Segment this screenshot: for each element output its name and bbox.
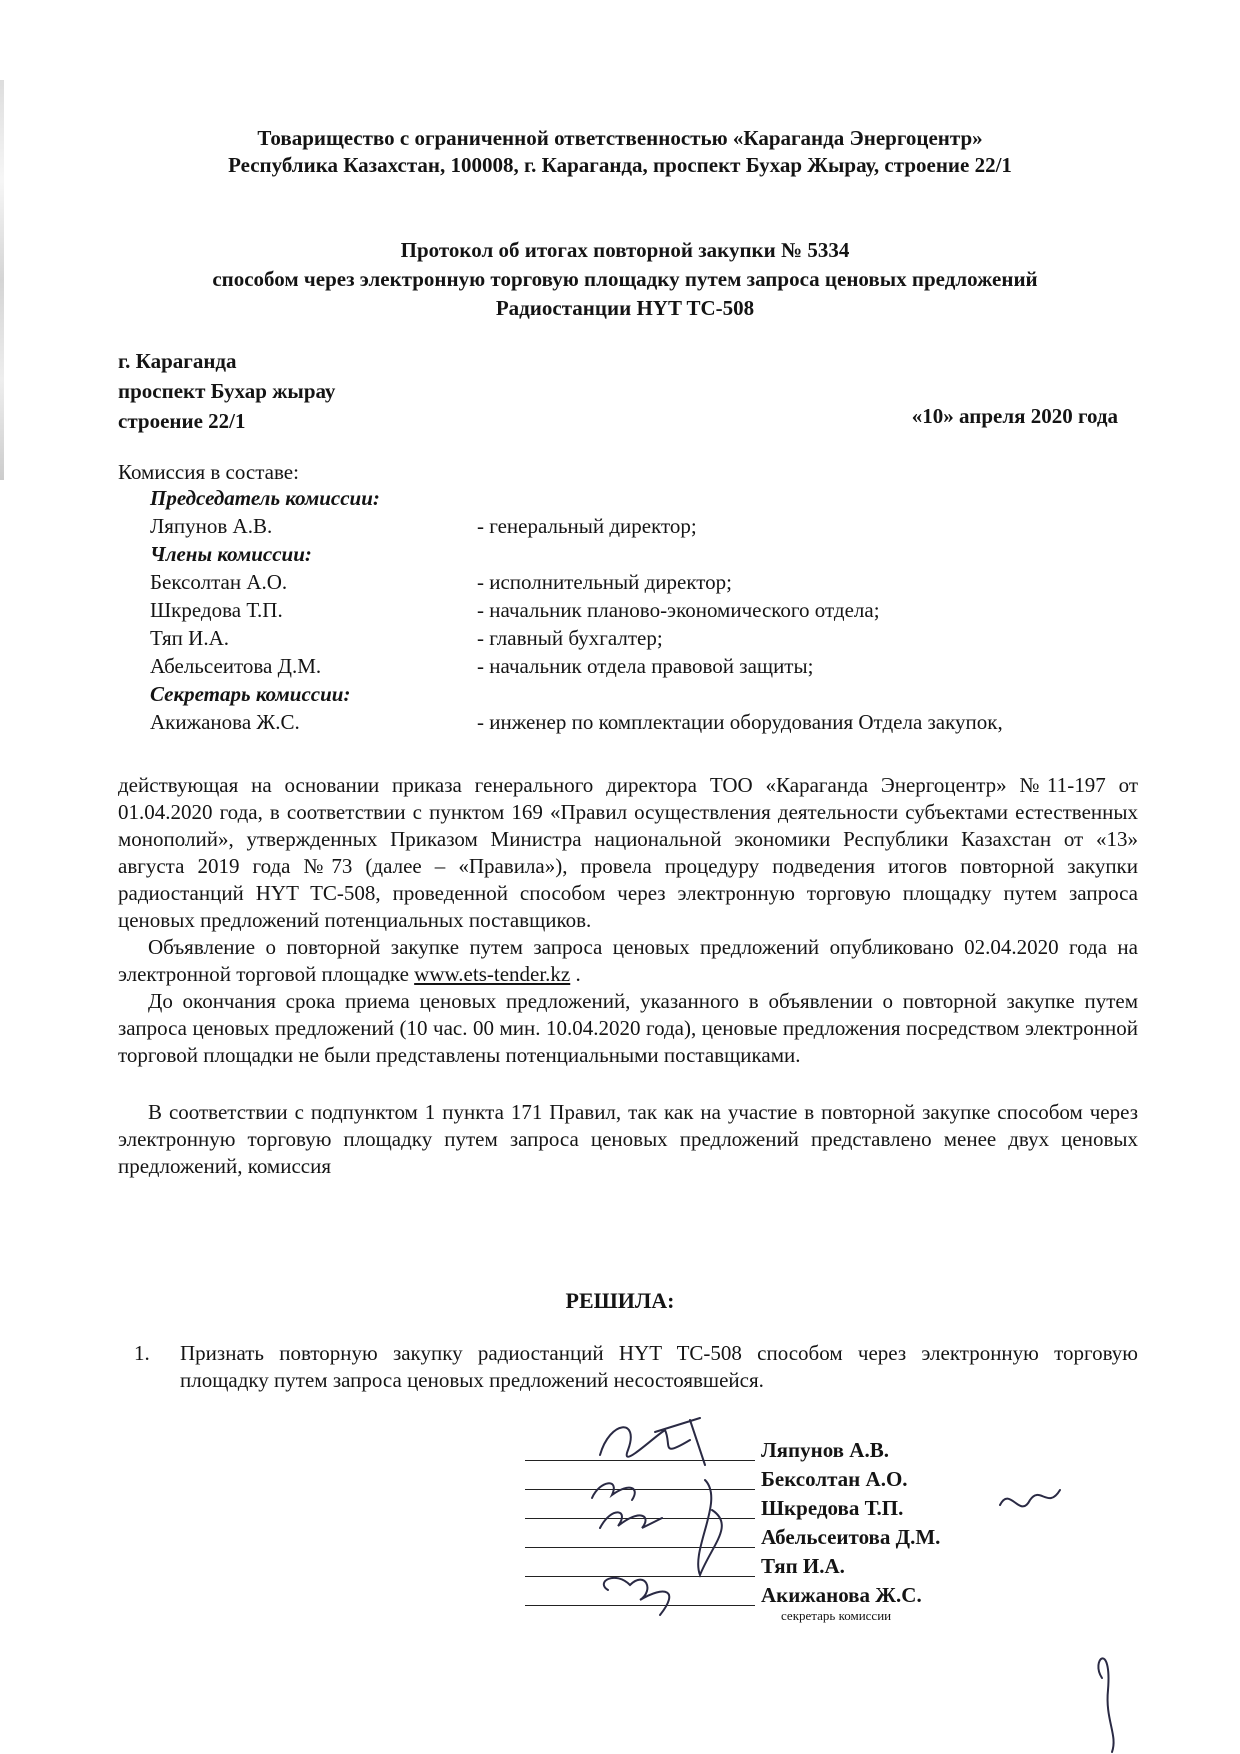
members-role: Члены комиссии: [150,542,312,566]
signer-name: Шкредова Т.П. [761,1496,904,1520]
margin-mark [1098,1658,1113,1752]
member-position: - исполнительный директор; [477,570,733,594]
paragraph-announcement [118,934,1138,988]
commission-row [150,596,1003,624]
chair-role: Председатель комиссии: [150,486,380,510]
signer-name: Абельсеитова Д.М. [761,1525,941,1549]
commission-list [150,484,1003,736]
signature-line [525,1529,755,1548]
announcement-text: Объявление о повторной закупке путем запроса ценовых предложений опубликовано 02.04.2020 года на электронной торговой площадке [118,935,1138,986]
member-position: - начальник планово-экономического отдела; [477,598,880,622]
secretary-note: секретарь комиссии [781,1608,892,1623]
member-name: Тяп И.А. [150,626,230,650]
paragraph-deadline: До окончания срока приема ценовых предложений, указанного в объявлении о повторной закупке путем запроса ценовых предложений (10 час. 00 мин. 10.04.2020 года), ценовые предложения посредством электронной торговой площадки не были представлены потенциальными поставщиками. [118,989,1138,1067]
organization-address: Республика Казахстан, 100008, г. Караганда, проспект Бухар Жырау, строение 22/1 [228,153,1012,177]
signature-line [525,1500,755,1519]
member-position: - инженер по комплектации оборудования Отдела закупок, [477,710,1003,734]
decision-text: Признать повторную закупку радиостанций HYT TC-508 способом через электронную торговую площадку путем запроса ценовых предложений несостоявшейся. [180,1341,1138,1392]
protocol-body [118,772,1138,1180]
signer-name: Тяп И.А. [761,1554,845,1578]
decision-item [134,1340,1138,1394]
paragraph-basis: действующая на основании приказа генерального директора ТОО «Караганда Энергоцентр» №11-197 от 01.04.2020 года, в соответствии с пунктом 169 «Правил осуществления деятельности субъектами естественных монополий», утвержденных Приказом Министра национальной экономики Республики Казахстан от «13» августа 2019 года №73 (далее – «Правила»), провела процедуру подведения итогов повторной закупки радиостанций HYT TC-508, проведенной способом через электронную торговую площадку путем запроса ценовых предложений потенциальных поставщиков. [118,773,1138,932]
commission-intro: Комиссия в составе: [118,460,299,484]
signature-line [525,1558,755,1577]
place-city: г. Караганда [118,349,237,373]
signature-row [525,1461,1085,1490]
protocol-date: «10» апреля 2020 года [911,404,1118,428]
commission-row [150,624,1003,652]
signer-name: Бексолтан А.О. [761,1467,908,1491]
announcement-end: . [570,962,581,986]
member-name: Шкредова Т.П. [150,598,283,622]
ets-tender-link[interactable]: www.ets-tender.kz [414,962,571,986]
decision-heading: РЕШИЛА: [565,1288,675,1313]
member-name: Бексолтан А.О. [150,570,288,594]
member-name: Абельсеитова Д.М. [150,654,322,678]
place-building: строение 22/1 [118,409,246,433]
signature-row [525,1548,1085,1577]
member-position: - главный бухгалтер; [477,626,663,650]
secretary-role: Секретарь комиссии: [150,682,351,706]
scan-artifact [0,80,4,480]
signature-line [525,1442,755,1461]
signature-row [525,1490,1085,1519]
signature-line [525,1471,755,1490]
place-block [118,346,335,436]
title-line-1: Протокол об итогах повторной закупки № 5334 [400,238,850,262]
signature-row [525,1577,1085,1606]
title-line-3: Радиостанции HYT TC-508 [495,296,755,320]
paragraph-legal-basis: В соответствии с подпунктом 1 пункта 171 Правил, так как на участие в повторной закупке способом через электронную торговую площадку путем запроса ценовых предложений представлено менее двух ценовых предложений, комиссия [118,1100,1138,1178]
organization-name: Товарищество с ограниченной ответственностью «Караганда Энергоцентр» [257,126,983,150]
signature-block [525,1432,1085,1624]
member-position: - начальник отдела правовой защиты; [477,654,814,678]
commission-row [150,652,1003,680]
decision-number: 1. [134,1341,150,1365]
place-street: проспект Бухар жырау [118,379,336,403]
commission-row [150,708,1003,736]
member-position: - генеральный директор; [477,514,697,538]
member-name: Акижанова Ж.С. [150,710,300,734]
commission-row [150,512,1003,540]
signer-name: Ляпунов А.В. [761,1438,889,1462]
signature-row [525,1519,1085,1548]
member-name: Ляпунов А.В. [150,514,273,538]
signer-name: Акижанова Ж.С. [761,1583,922,1607]
signature-row [525,1432,1085,1461]
signature-line [525,1587,755,1606]
title-line-2: способом через электронную торговую площадку путем запроса ценовых предложений [212,267,1038,291]
protocol-title [120,236,1130,323]
commission-row [150,568,1003,596]
